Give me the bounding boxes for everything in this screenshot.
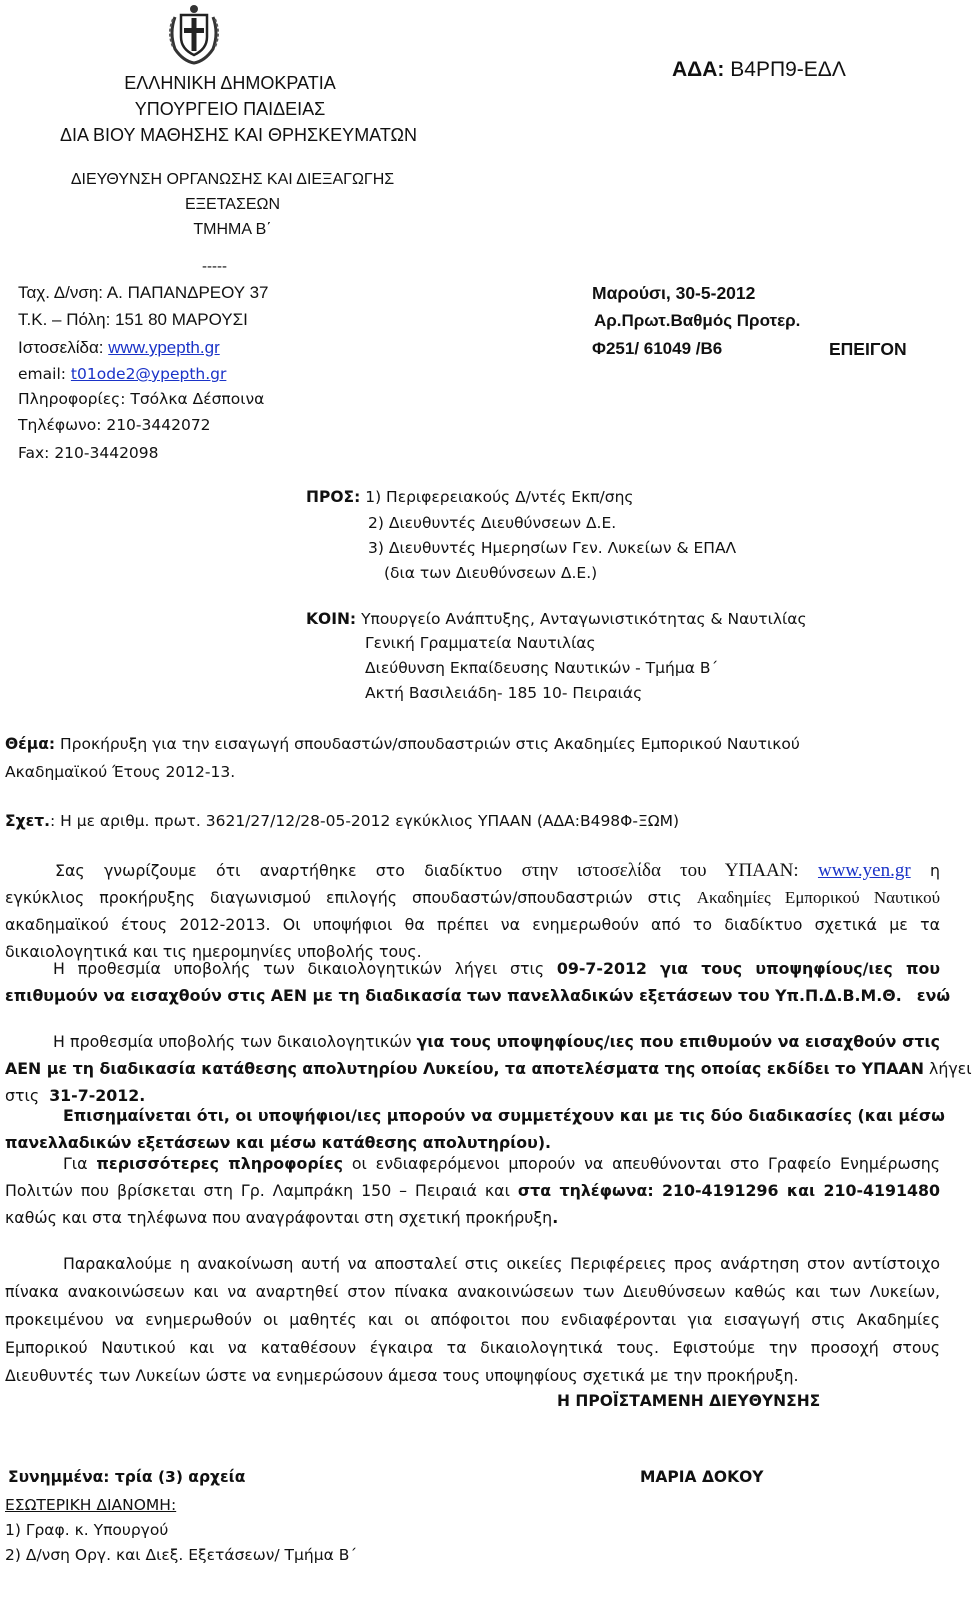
p6-line-1: Παρακαλούμε η ανακοίνωση αυτή να αποσταλεί στις οικείες Περιφέρειες προς ανάρτηση στον αντίστοιχο — [63, 1254, 940, 1273]
internal-distribution-1: 1) Γραφ. κ. Υπουργού — [5, 1521, 169, 1539]
paragraph-deadline-1 — [5, 955, 951, 1009]
paragraph-information — [5, 1150, 940, 1231]
ministry-name: ΥΠΟΥΡΓΕΙΟ ΠΑΙΔΕΙΑΣ — [134, 99, 326, 119]
sender-website-line — [18, 338, 220, 358]
cc-line-3: Διεύθυνση Εκπαίδευσης Ναυτικών - Τμήμα Β΄ — [365, 659, 719, 677]
protocol-label: Αρ.Πρωτ.Βαθμός Προτερ. — [594, 311, 801, 330]
p2-line-1: Η προθεσμία υποβολής των δικαιολογητικών λήγει στις 09-7-2012 για τους υποψηφίους/ιες που — [53, 959, 940, 978]
paragraph-deadline-2 — [5, 1028, 972, 1109]
paragraph-announcement — [5, 857, 940, 965]
separator-dashes: ----- — [202, 258, 227, 275]
p2-line-2: επιθυμούν να εισαχθούν στις ΑΕΝ με τη διαδικασία των πανελλαδικών εξετάσεων του Υπ.Π.Δ.Β.Μ.Θ. ενώ — [5, 986, 951, 1005]
website-link[interactable]: www.ypepth.gr — [108, 338, 220, 357]
cc-label: ΚΟΙΝ: — [306, 610, 357, 628]
p6-line-5: Διευθυντές των Λυκείων ώστε να ενημερώσουν άμεσα τους υποψηφίους σχετικά με την προκήρυξη. — [5, 1366, 799, 1385]
sender-fax: Fax: 210-3442098 — [18, 444, 159, 462]
paragraph-request — [5, 1250, 940, 1390]
sender-phone: Τηλέφωνο: 210-3442072 — [18, 416, 211, 434]
sender-email-line — [18, 365, 226, 383]
p1-line-2: εγκύκλιος προκήρυξης διαγωνισμού επιλογής σπουδαστών/σπουδαστριών στις Ακαδημίες Εμπορικού Ναυτικού — [5, 888, 940, 907]
p1-line-3: ακαδημαϊκού έτους 2012-2013. Οι υποψήφιοι θα πρέπει να ενημερωθούν από το διαδίκτυο σχετικά με τα — [5, 915, 940, 934]
ada-label: ΑΔΑ: — [672, 58, 725, 81]
reference-label: Σχετ. — [5, 812, 50, 830]
priority-label: ΕΠΕΙΓΟΝ — [829, 339, 907, 359]
internal-distribution-2: 2) Δ/νση Οργ. και Διεξ. Εξετάσεων/ Τμήμα Β΄ — [5, 1546, 358, 1564]
sender-info: Πληροφορίες: Τσόλκα Δέσποινα — [18, 390, 265, 408]
attachments-note: Συνημμένα: τρία (3) αρχεία — [8, 1468, 246, 1486]
paragraph-both-procedures — [5, 1102, 945, 1156]
to-line-2: 2) Διευθυντές Διευθύνσεων Δ.Ε. — [368, 514, 617, 532]
cc-line-2: Γενική Γραμματεία Ναυτιλίας — [365, 634, 596, 652]
p1-line-1: Σας γνωρίζουμε ότι αναρτήθηκε στο διαδίκτυο στην ιστοσελίδα του ΥΠΑΑΝ: www.yen.gr η — [55, 860, 940, 881]
email-label: email: — [18, 365, 71, 383]
ministry-header — [60, 70, 417, 148]
to-line-4: (δια των Διευθύνσεων Δ.Ε.) — [384, 564, 598, 582]
subject-label: Θέμα: — [5, 735, 56, 753]
subject-line-1: Θέμα: Προκήρυξη για την εισαγωγή σπουδαστών/σπουδαστριών στις Ακαδημίες Εμπορικού Ναυτικού — [5, 735, 800, 753]
to-line-1: ΠΡΟΣ: 1) Περιφερειακούς Δ/ντές Εκπ/σης — [306, 488, 634, 506]
directorate-block — [60, 167, 405, 242]
p6-line-3: προκειμένου να ενημερωθούν οι μαθητές και οι απόφοιτοι που ενδιαφέρονται για εισαγωγή στις Ακαδημίες — [5, 1310, 940, 1329]
ada-value: Β4ΡΠ9-ΕΔΛ — [724, 58, 846, 81]
p6-line-4: Εμπορικού Ναυτικού και να καταθέσουν έγκαιρα τα δικαιολογητικά τους. Εφιστούμε την προσοχή στους — [5, 1338, 940, 1357]
ministry-subtitle: ΔΙΑ ΒΙΟΥ ΜΑΘΗΣΗΣ ΚΑΙ ΘΡΗΣΚΕΥΜΑΤΩΝ — [60, 125, 417, 145]
internal-distribution-label: ΕΣΩΤΕΡΙΚΗ ΔΙΑΝΟΜΗ: — [5, 1496, 177, 1514]
p5-line-3: καθώς και στα τηλέφωνα που αναγράφονται στη σχετική προκήρυξη. — [5, 1208, 559, 1227]
reference-line: Σχετ.: Η με αριθμ. πρωτ. 3621/27/12/28-05-2012 εγκύκλιος ΥΠΑΑΝ (ΑΔΑ:Β498Φ-ΞΩΜ) — [5, 812, 680, 830]
greek-coat-of-arms-emblem — [165, 3, 223, 65]
directorate-line-2: ΕΞΕΤΑΣΕΩΝ — [184, 196, 281, 213]
sender-city: Τ.Κ. – Πόλη: 151 80 ΜΑΡΟΥΣΙ — [18, 310, 248, 329]
cc-line-4: Ακτή Βασιλειάδη- 185 10- Πειραιάς — [365, 684, 643, 702]
department-name: ΤΜΗΜΑ Β΄ — [193, 221, 272, 238]
directorate-line-1: ΔΙΕΥΘΥΝΣΗ ΟΡΓΑΝΩΣΗΣ ΚΑΙ ΔΙΕΞΑΓΩΓΗΣ — [70, 171, 395, 188]
p6-line-2: πίνακα ανακοινώσεων και να αναρτηθεί στον πίνακα ανακοινώσεων των Διευθύνσεων καθώς και των Λυκείων, — [5, 1282, 940, 1301]
to-line-3: 3) Διευθυντές Ημερησίων Γεν. Λυκείων & ΕΠΑΛ — [368, 539, 737, 557]
country-name: ΕΛΛΗΝΙΚΗ ΔΗΜΟΚΡΑΤΙΑ — [124, 73, 336, 93]
subject-line-2: Ακαδημαϊκού Έτους 2012-13. — [5, 763, 236, 781]
p5-line-1: Για περισσότερες πληροφορίες οι ενδιαφερόμενοι μπορούν να απευθύνονται στο Γραφείο Ενημέρωσης — [63, 1154, 941, 1173]
website-label: Ιστοσελίδα: — [18, 338, 109, 357]
p3-line-3: στις 31-7-2012. — [5, 1086, 146, 1105]
signatory-title: Η ΠΡΟΪΣΤΑΜΕΝΗ ΔΙΕΥΘΥΝΣΗΣ — [557, 1392, 821, 1410]
signatory-name: ΜΑΡΙΑ ΔΟΚΟΥ — [640, 1468, 764, 1486]
p3-line-2: ΑΕΝ με τη διαδικασία κατάθεσης απολυτηρίου Λυκείου, τα αποτελέσματα της οποίας εκδίδει το ΥΠΑΑΝ λήγει — [5, 1059, 972, 1078]
p4-line-2: πανελλαδικών εξετάσεων και μέσω κατάθεσης απολυτηρίου). — [5, 1133, 552, 1152]
to-label: ΠΡΟΣ: — [306, 488, 361, 506]
protocol-number: Φ251/ 61049 /Β6 — [592, 339, 723, 358]
p3-line-1: Η προθεσμία υποβολής των δικαιολογητικών για τους υποψηφίους/ιες που επιθυμούν να εισαχθούν στις — [53, 1032, 940, 1051]
p4-line-1: Επισημαίνεται ότι, οι υποψήφιοι/ιες μπορούν να συμμετέχουν και με τις δύο διαδικασίες (και μέσω — [63, 1106, 945, 1125]
cc-line-1: ΚΟΙΝ: Υπουργείο Ανάπτυξης, Ανταγωνιστικότητας & Ναυτιλίας — [306, 610, 807, 628]
p5-line-2: Πολιτών που βρίσκεται στη Γρ. Λαμπράκη 150 – Πειραιά και στα τηλέφωνα: 210-4191296 και 210-4191480 — [5, 1181, 940, 1200]
email-link[interactable]: t01ode2@ypepth.gr — [70, 365, 227, 383]
sender-address: Ταχ. Δ/νση: Α. ΠΑΠΑΝΔΡΕΟΥ 37 — [18, 283, 269, 302]
yen-website-link[interactable]: www.yen.gr — [817, 860, 911, 881]
place-date: Μαρούσι, 30-5-2012 — [592, 283, 756, 303]
p1-line-4: δικαιολογητικά και τις ημερομηνίες υποβολής τους. — [5, 942, 422, 961]
ada-code — [672, 58, 846, 82]
